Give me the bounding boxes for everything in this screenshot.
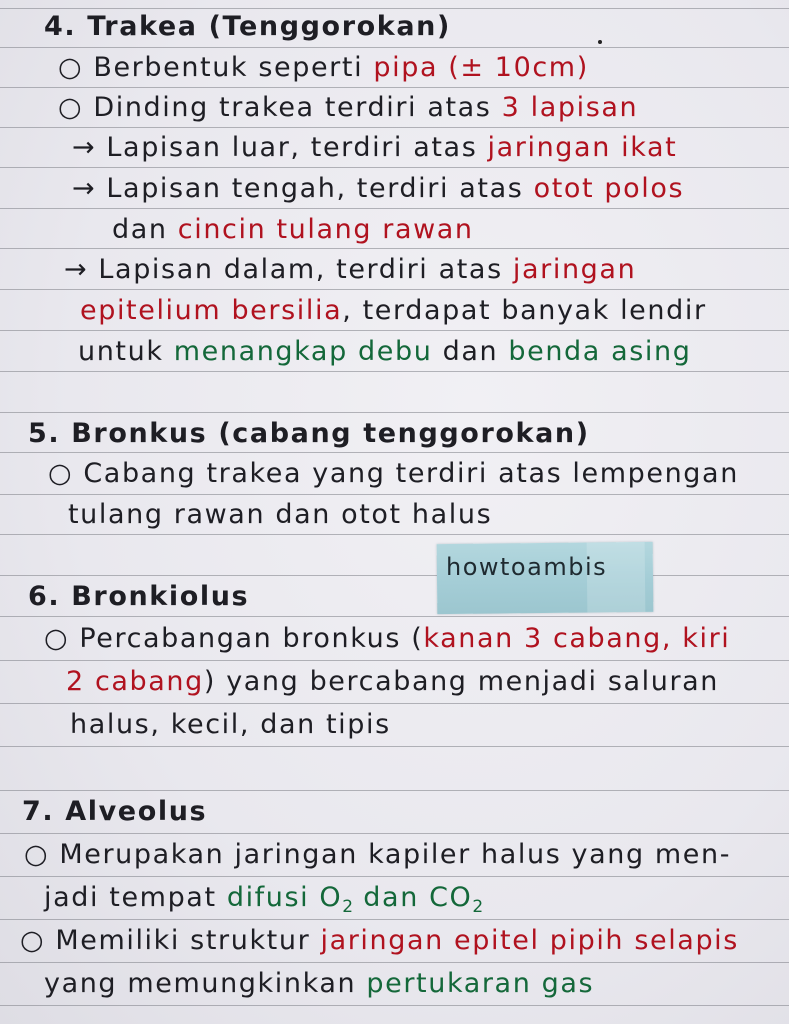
text-segment: ○ Percabangan bronkus ( — [44, 623, 424, 654]
bronkiolus-point-1 — [44, 625, 730, 652]
text-segment-red: kanan 3 cabang, kiri — [423, 623, 731, 654]
text-segment-red: jaringan — [512, 254, 637, 285]
text-segment: → Lapisan dalam, terdiri atas — [64, 254, 513, 285]
trakea-point-1 — [58, 54, 589, 81]
trakea-layer-middle — [72, 175, 684, 202]
text-segment: untuk — [78, 336, 174, 367]
ruled-line — [0, 371, 789, 372]
text-segment-red: epitelium bersilia — [80, 295, 343, 326]
ruled-line — [0, 208, 789, 209]
ruled-line — [0, 790, 789, 791]
text-segment: ○ Berbentuk seperti — [58, 52, 374, 83]
alveolus-point-1: ○ Merupakan jaringan kapiler halus yang men- — [24, 839, 732, 870]
text-segment-red: pipa (± 10cm) — [373, 52, 589, 83]
ruled-line — [0, 494, 789, 495]
trakea-layer-middle-cont — [112, 216, 474, 243]
ruled-line — [0, 167, 789, 168]
bronkiolus-point-1-cont-2: halus, kecil, dan tipis — [70, 709, 391, 740]
bronkus-point-1-cont: tulang rawan dan otot halus — [68, 499, 493, 530]
trakea-layer-inner-cont — [80, 297, 707, 324]
ruled-line — [0, 833, 789, 834]
text-segment: → Lapisan tengah, terdiri atas — [72, 173, 534, 204]
text-segment-green — [226, 882, 484, 917]
ruled-line — [0, 616, 789, 617]
text-segment-red: jaringan ikat — [487, 132, 678, 163]
ruled-line — [0, 412, 789, 413]
text-segment: , terdapat banyak lendir — [342, 295, 707, 326]
ruled-line — [0, 746, 789, 747]
section-title-trakea: 4. Trakea (Tenggorokan) — [44, 11, 451, 42]
alveolus-point-1-cont — [44, 884, 483, 916]
text-segment-green: pertukaran gas — [366, 968, 595, 999]
text-segment-green: dan CO — [353, 882, 473, 913]
ruled-line — [0, 1005, 789, 1006]
ruled-line — [0, 919, 789, 920]
ruled-line — [0, 534, 789, 535]
ruled-line — [0, 452, 789, 453]
ruled-line — [0, 248, 789, 249]
bronkus-point-1: ○ Cabang trakea yang terdiri atas lempengan — [48, 458, 739, 489]
text-segment: yang memungkinkan — [44, 968, 367, 999]
watermark-label: howtoambis — [446, 553, 608, 581]
text-segment: dan — [112, 214, 178, 245]
ruled-line — [0, 575, 789, 576]
alveolus-point-2 — [20, 927, 739, 954]
ruled-line — [0, 8, 789, 9]
trakea-layer-outer — [72, 134, 677, 161]
text-segment-red: 3 lapisan — [501, 92, 639, 123]
text-segment-red: jaringan epitel pipih selapis — [320, 925, 739, 956]
ruled-line — [0, 289, 789, 290]
ruled-line — [0, 87, 789, 88]
subscript: 2 — [472, 897, 484, 917]
ruled-line — [0, 47, 789, 48]
ruled-line — [0, 876, 789, 877]
trakea-layer-inner — [64, 256, 636, 283]
text-segment-green: difusi O — [226, 882, 343, 913]
text-segment-green: menangkap debu — [173, 336, 433, 367]
ruled-line — [0, 660, 789, 661]
ruled-line — [0, 127, 789, 128]
text-segment-red: otot polos — [533, 173, 685, 204]
section-title-bronkiolus: 6. Bronkiolus — [28, 581, 250, 612]
text-segment-red: cincin tulang rawan — [177, 214, 474, 245]
text-segment: → Lapisan luar, terdiri atas — [72, 132, 488, 163]
ruled-line — [0, 962, 789, 963]
trakea-layer-inner-cont-2 — [78, 338, 691, 365]
text-segment: dan — [432, 336, 509, 367]
pen-dot — [598, 40, 602, 44]
ruled-line — [0, 330, 789, 331]
trakea-point-2 — [58, 94, 638, 121]
subscript: 2 — [342, 897, 354, 917]
text-segment: ○ Memiliki struktur — [20, 925, 321, 956]
text-segment: ) yang bercabang menjadi saluran — [203, 666, 720, 697]
text-segment: jadi tempat — [44, 882, 227, 913]
ruled-line — [0, 703, 789, 704]
section-title-bronkus: 5. Bronkus (cabang tenggorokan) — [28, 418, 590, 449]
bronkiolus-point-1-cont — [66, 668, 719, 695]
text-segment: ○ Dinding trakea terdiri atas — [58, 92, 502, 123]
section-title-alveolus: 7. Alveolus — [22, 796, 208, 827]
alveolus-point-2-cont — [44, 970, 594, 997]
text-segment-red: 2 cabang — [66, 666, 204, 697]
text-segment-green: benda asing — [508, 336, 692, 367]
